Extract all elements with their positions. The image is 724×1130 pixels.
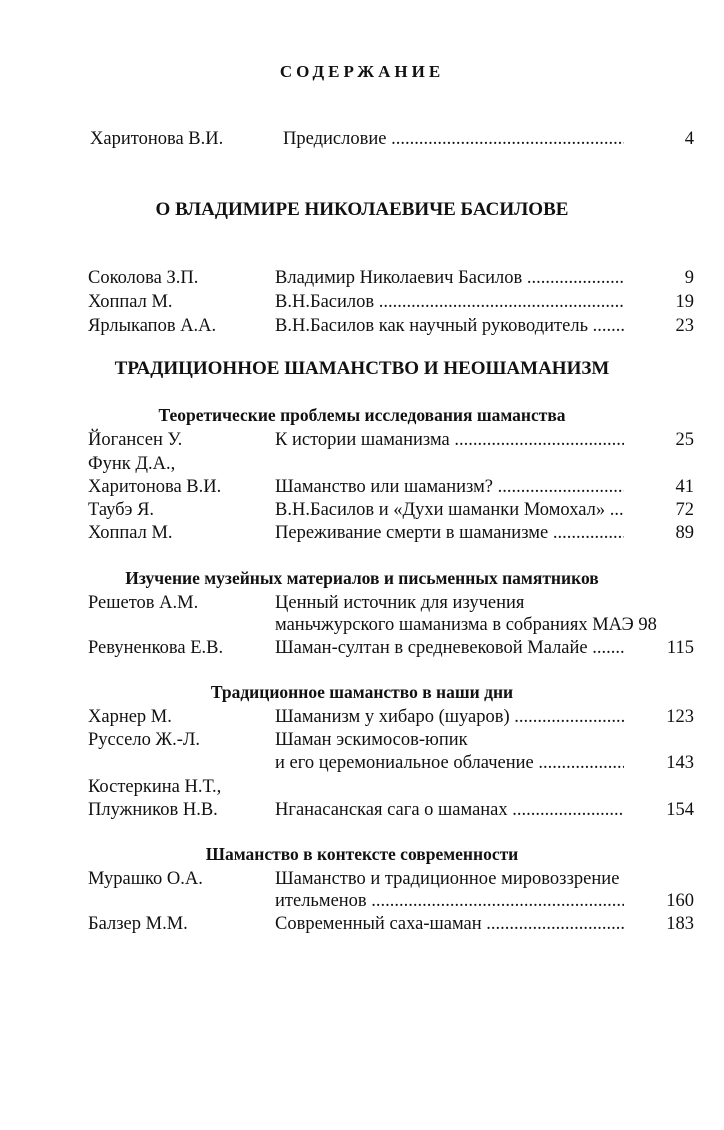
entry-page: 23 [675, 316, 694, 336]
section-heading: ТРАДИЦИОННОЕ ШАМАНСТВО И НЕОШАМАНИЗМ [114, 358, 610, 379]
toc-entry [0, 521, 724, 545]
entry-page: 154 [666, 800, 694, 820]
entry-author: Харитонова В.И. [90, 129, 224, 149]
entry-author: Ярлыкапов А.А. [88, 316, 217, 336]
entry-title: В.Н.Басилов как научный руководитель ..... [275, 314, 624, 338]
entry-author: Плужников Н.В. [88, 800, 218, 820]
entry-author: Ревуненкова Е.В. [88, 638, 224, 658]
entry-title: В.Н.Басилов ..... [275, 290, 624, 314]
toc-entry [0, 498, 724, 522]
entry-title: маньчжурского шаманизма в собраниях МАЭ 98 [275, 615, 657, 635]
subsection-heading: Шаманство в контексте современности [205, 844, 519, 864]
entry-author: Костеркина Н.Т., [88, 777, 222, 797]
entry-title: Шаманство или шаманизм? ..... [275, 475, 624, 499]
entry-page: 115 [666, 638, 694, 658]
entry-page: 160 [666, 891, 694, 911]
toc-entry [0, 127, 724, 151]
entry-page: 72 [675, 500, 694, 520]
page-title: СОДЕРЖАНИЕ [279, 62, 445, 81]
toc-entry [0, 775, 724, 799]
entry-page: 4 [684, 129, 694, 149]
toc-entry [0, 314, 724, 338]
entry-title: В.Н.Басилов и «Духи шаманки Момохал» ..... [275, 498, 624, 522]
toc-entry [0, 591, 724, 615]
entry-author: Хоппал М. [88, 292, 173, 312]
entry-author: Харнер М. [88, 707, 172, 727]
toc-entry [0, 475, 724, 499]
section-heading: О ВЛАДИМИРЕ НИКОЛАЕВИЧЕ БАСИЛОВЕ [155, 199, 569, 220]
entry-page: 19 [675, 292, 694, 312]
toc-entry [0, 889, 724, 913]
entry-page: 25 [675, 430, 694, 450]
entry-title: Ценный источник для изучения [275, 593, 525, 613]
entry-title: К истории шаманизма ..... [275, 428, 624, 452]
toc-entry [0, 290, 724, 314]
toc-entry [0, 728, 724, 752]
entry-title: Шаманство и традиционное мировоззрение [275, 869, 620, 889]
entry-author: Функ Д.А., [88, 454, 176, 474]
toc-entry [0, 912, 724, 936]
toc-entry [0, 798, 724, 822]
entry-page: 183 [666, 914, 694, 934]
entry-title: Шаман эскимосов-юпик [275, 730, 468, 750]
entry-page: 41 [675, 477, 694, 497]
entry-author: Решетов А.М. [88, 593, 199, 613]
toc-entry [0, 452, 724, 476]
entry-title: ительменов ..... [275, 889, 624, 913]
entry-title: Владимир Николаевич Басилов ..... [275, 266, 624, 290]
entry-author: Харитонова В.И. [88, 477, 222, 497]
toc-entry [0, 751, 724, 775]
entry-title: и его церемониальное облачение ..... [275, 751, 624, 775]
toc-entry [0, 428, 724, 452]
entry-author: Руссело Ж.-Л. [88, 730, 201, 750]
entry-page: 89 [675, 523, 694, 543]
entry-title: Предисловие ..... [283, 127, 624, 151]
entry-title: Шаманизм у хибаро (шуаров) ..... [275, 705, 624, 729]
subsection-heading: Изучение музейных материалов и письменных памятников [125, 568, 599, 588]
toc-entry [0, 705, 724, 729]
subsection-heading: Теоретические проблемы исследования шаманства [158, 405, 566, 425]
entry-author: Балзер М.М. [88, 914, 188, 934]
entry-author: Таубэ Я. [88, 500, 155, 520]
entry-author: Соколова З.П. [88, 268, 199, 288]
entry-author: Мурашко О.А. [88, 869, 203, 889]
entry-title: Нганасанская сага о шаманах ..... [275, 798, 624, 822]
entry-title: Современный саха-шаман ..... [275, 912, 624, 936]
entry-author: Хоппал М. [88, 523, 173, 543]
toc-entry [0, 613, 724, 637]
entry-page: 143 [666, 753, 694, 773]
entry-title: Шаман-султан в средневековой Малайе ..... [275, 636, 624, 660]
entry-title: Переживание смерти в шаманизме ..... [275, 521, 624, 545]
toc-entry [0, 636, 724, 660]
subsection-heading: Традиционное шаманство в наши дни [210, 682, 514, 702]
entry-author: Йогансен У. [88, 430, 183, 450]
entry-page: 123 [666, 707, 694, 727]
entry-page: 9 [684, 268, 694, 288]
toc-entry [0, 867, 724, 891]
toc-entry [0, 266, 724, 290]
